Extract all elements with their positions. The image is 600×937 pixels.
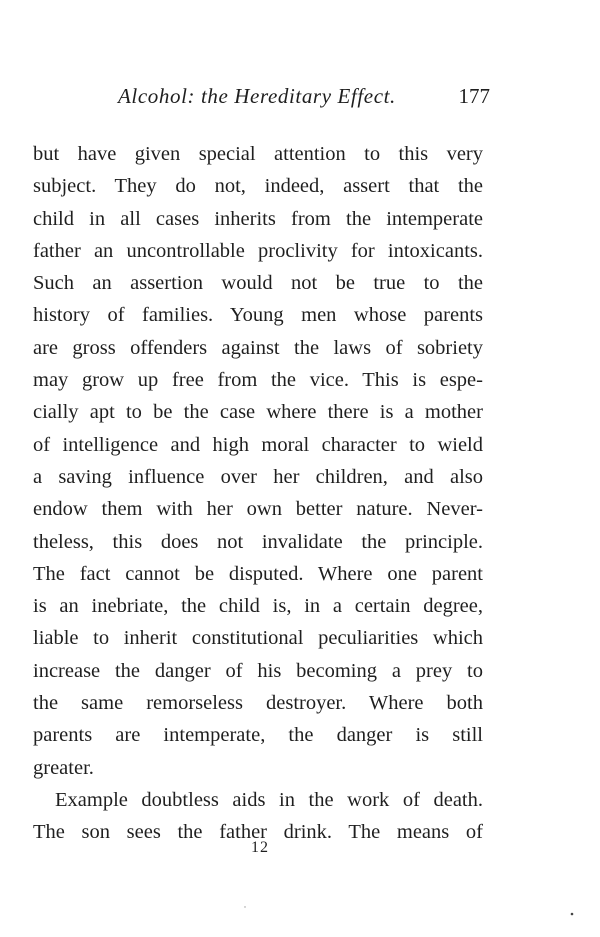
running-head [118, 84, 490, 114]
speck [244, 906, 245, 907]
text-line: The fact cannot be disputed. Where one parent [33, 562, 483, 585]
text-line: but have given special attention to this very [33, 143, 483, 165]
text-line: liable to inherit constitutional peculiarities which [33, 627, 483, 650]
text-line: increase the danger of his becoming a prey to [33, 659, 483, 682]
text-line-paragraph-end: greater. [33, 756, 94, 779]
running-title: Alcohol: the Hereditary Effect. [118, 84, 396, 108]
text-line: are gross offenders against the laws of sobriety [33, 336, 483, 359]
text-line: may grow up free from the vice. This is espe- [33, 369, 483, 392]
text-line: endow them with her own better nature. Never- [33, 498, 483, 521]
text-line: theless, this does not invalidate the principle. [33, 530, 483, 553]
text-line: cially apt to be the case where there is a mother [33, 401, 483, 424]
text-line: is an inebriate, the child is, in a certain degree, [33, 595, 483, 618]
text-line-paragraph-start: Example doubtless aids in the work of death. [55, 788, 483, 811]
text-line: child in all cases inherits from the intemperate [33, 207, 483, 230]
speck [571, 913, 574, 916]
text-line: Such an assertion would not be true to the [33, 272, 483, 295]
text-line: the same remorseless destroyer. Where both [33, 692, 483, 715]
body-text [33, 138, 483, 849]
text-line: of intelligence and high moral character to wield [33, 433, 483, 456]
text-line: subject. They do not, indeed, assert that the [33, 175, 483, 198]
text-line: The son sees the father drink. The means of [33, 821, 483, 844]
text-line: a saving influence over her children, and also [33, 465, 483, 488]
text-line: history of families. Young men whose parents [33, 304, 483, 327]
page-number: 177 [458, 84, 490, 108]
text-line: father an uncontrollable proclivity for intoxicants. [33, 239, 483, 262]
text-line: parents are intemperate, the danger is still [33, 724, 483, 747]
signature-mark: 12 [251, 839, 269, 856]
